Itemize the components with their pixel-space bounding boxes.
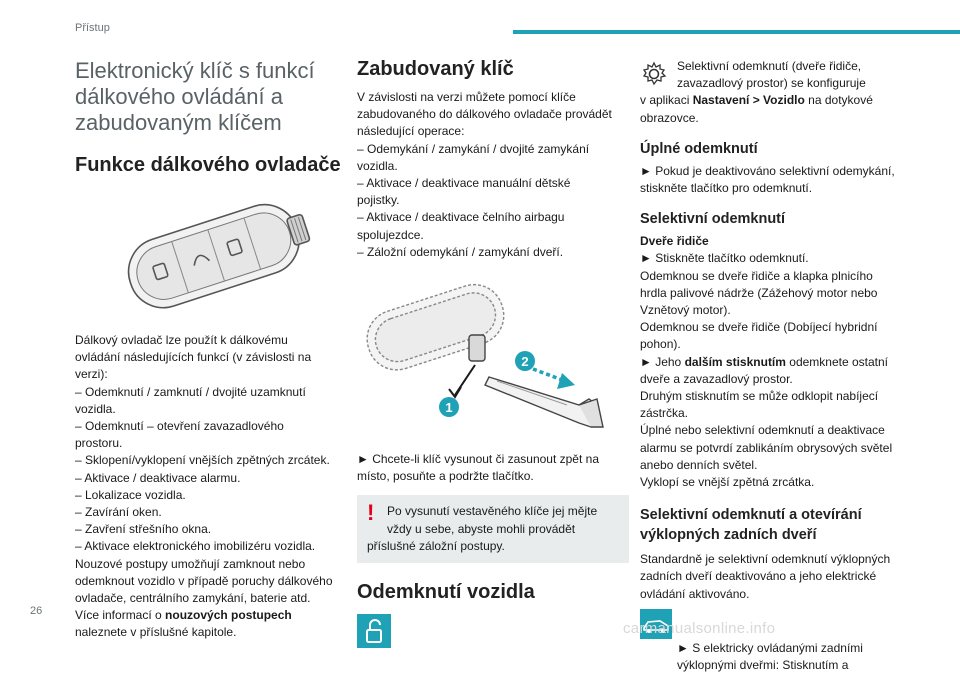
heading-line: Selektivní odemknutí a otevírání [640,507,862,524]
section-heading-built-in-key: Zabudovaný klíč [357,58,514,80]
page-number: 26 [30,605,43,617]
list-item: – Aktivace elektronického imobilizéru vozidla. [75,539,316,554]
text-line: anebo denních světel. [640,457,758,472]
remote-key-illustration [115,191,325,316]
text-line: ovladače, centrálního zamykání, baterie atd. [75,591,311,606]
text-line [640,354,912,371]
built-in-key-illustration [357,277,629,437]
text-line: ovládání aktivováno. [640,586,750,601]
header-accent-bar [513,30,960,34]
list-item: – Aktivace / deaktivace čelního airbagu [357,210,565,225]
list-item: – Aktivace / deaktivace manuální dětské [357,176,571,191]
text-line: Po vysunutí vestavěného klíče jej mějte [387,504,598,519]
text-line: dveře a zavazadlový prostor. [640,371,793,386]
running-header-section: Přístup [75,22,110,34]
text-line: Vyklopí se vnější zpětná zrcátka. [640,475,815,490]
selective-unlock-paragraph [640,233,912,491]
more-info-prefix: Více informací o [75,608,166,623]
remote-intro [75,332,347,384]
text-line: Standardně je selektivní odemknutí výklopných [640,552,891,567]
text-line: Úplné nebo selektivní odemknutí a deaktivace [640,423,885,438]
section-heading-remote: Funkce dálkového ovladače [75,154,341,176]
electric-tailgate-paragraph [640,605,912,674]
page-title [75,58,347,136]
text-line: vždy u sebe, abyste mohli provádět [387,521,576,536]
list-item: – Odemykání / zamykání / dvojité zamykání [357,141,590,156]
list-item: spolujezdce. [357,227,424,242]
list-item: prostoru. [75,436,123,451]
column-right [640,52,912,674]
list-item: – Aktivace / deaktivace alarmu. [75,470,241,485]
list-item: – Odemknutí / zamknutí / dvojité uzamknutí [75,384,306,399]
text-emphasis: dalším stisknutím [684,354,786,369]
text-fragment: ► Jeho [640,354,685,369]
config-paragraph [640,58,912,127]
text-line [640,92,912,109]
key-instruction [357,451,629,485]
text-line: ovládání následujících funkcí (v závislosti na [75,350,312,365]
text-line: Selektivní odemknutí (dveře řidiče, [677,59,862,73]
heading-selective-unlock: Selektivní odemknutí [640,211,786,228]
list-item: – Odemknutí – otevření zavazadlového [75,419,284,434]
text-line: Odemknou se dveře řidiče a klapka plnicího [640,268,873,283]
text-fragment: na dotykové [804,93,873,108]
list-item: – Lokalizace vozidla. [75,487,186,502]
text-line: hrdla palivové nádrže (Zážehový motor nebo [640,285,878,300]
gear-icon [640,60,668,93]
callout-label-1: 1 [445,400,453,416]
emergency-paragraph [75,556,347,608]
heading-full-unlock: Úplné odemknutí [640,140,758,157]
list-item: – Sklopení/vyklopení vnějších zpětných zrcátek. [75,453,330,468]
full-unlock-paragraph [640,163,912,197]
text-line: Dálkový ovladač lze použít k dálkovému [75,333,288,347]
page-title-line: zabudovaným klíčem [75,110,282,135]
list-item: – Zavření střešního okna. [75,522,212,537]
text-line: zadních dveří deaktivováno a jeho elektrické [640,569,877,584]
column-left [75,52,347,642]
text-line: příslušné záložní postupy. [367,538,505,553]
list-item: vozidla. [357,158,398,173]
settings-vehicle-path: Nastavení > Vozidlo [692,93,805,108]
page-title-line: Elektronický klíč s funkcí [75,58,315,83]
list-item: – Záložní odemykání / zamykání dveří. [357,244,564,259]
column-middle [357,52,629,653]
text-line: výklopnými dveřmi: Stisknutím a [677,658,849,673]
text-line: alarmu se potvrdí zablikáním obrysových světel [640,440,893,455]
text-line: stiskněte tlačítko pro odemknutí. [640,181,813,196]
remote-feature-list [75,384,347,556]
warning-icon: ! [367,500,375,526]
callout-label-2: 2 [521,354,529,370]
heading-tailgate [640,505,912,545]
text-line: zabudovaného do dálkového ovladače provádět [357,107,612,122]
text-line: Druhým stisknutím se může odklopit nabíjecí [640,389,879,404]
text-line: ► Chcete-li klíč vysunout či zasunout zpět na [357,452,599,467]
text-line: verzi): [75,367,108,382]
text-line: obrazovce. [640,110,699,125]
text-line: následující operace: [357,124,465,139]
text-line: ► S elektricky ovládanými zadními [677,640,863,655]
built-in-key-operations [357,141,629,261]
text-fragment: v aplikaci [640,93,693,108]
tailgate-paragraph [640,551,912,603]
text-line: Vznětový motor). [640,303,731,318]
text-line: V závislosti na verzi můžete pomocí klíče [357,90,576,104]
text-line: zavazadlový prostor) se konfiguruje [677,76,866,91]
unlock-padlock-icon [357,614,391,648]
text-line: zástrčka. [640,406,689,421]
more-info-paragraph [75,607,347,641]
text-line: Nouzové postupy umožňují zamknout nebo [75,556,306,571]
list-item: vozidla. [75,401,116,416]
page-title-line: dálkového ovládání a [75,84,283,109]
text-line: místo, posuňte a podržte tlačítko. [357,469,534,484]
section-heading-unlock: Odemknutí vozidla [357,581,535,604]
text-line: ► Pokud je deaktivováno selektivní odemykání, [640,163,895,178]
driver-door-label: Dveře řidiče [640,234,709,249]
text-line: Odemknou se dveře řidiče (Dobíjecí hybridní [640,320,878,335]
more-info-suffix: naleznete v příslušné kapitole. [75,625,237,640]
built-in-key-intro [357,89,629,141]
watermark: carmanualsonline.info [623,620,776,637]
warning-box [357,495,629,563]
text-line: ► Stiskněte tlačítko odemknutí. [640,251,809,266]
list-item: pojistky. [357,193,400,208]
text-line: pohon). [640,337,681,352]
text-fragment: odemknete ostatní [785,354,889,369]
heading-line: výklopných zadních dveří [640,527,817,544]
text-line: odemknout vozidlo v případě poruchy dálkového [75,573,333,588]
list-item: – Zavírání oken. [75,505,162,520]
emergency-procedures-link: nouzových postupech [165,608,292,623]
